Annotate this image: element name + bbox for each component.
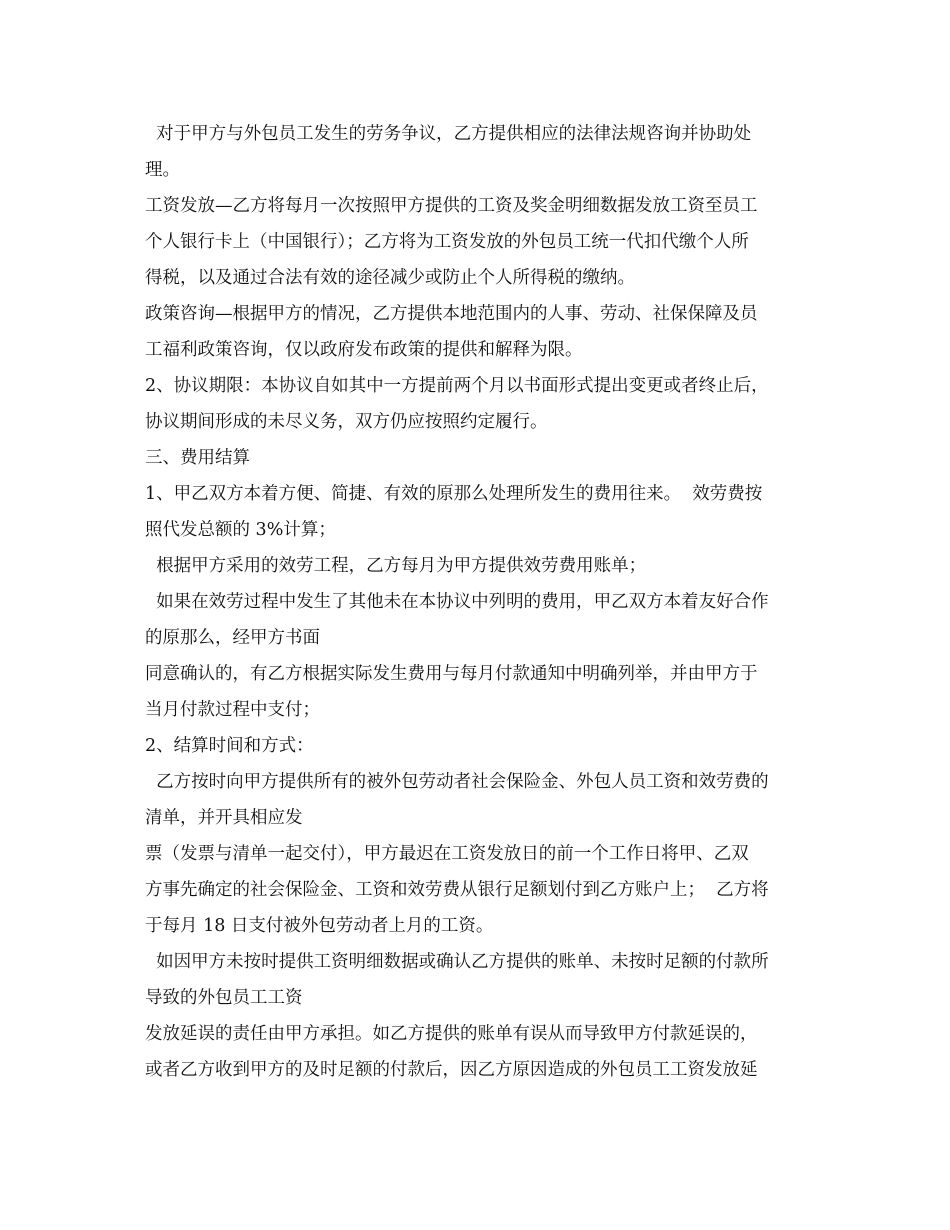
text-line: 发放延误的责任由甲方承担。如乙方提供的账单有误从而导致甲方付款延误的， [145,1024,758,1044]
text-line: 导致的外包员工工资 [145,988,303,1008]
text-line: 理。 [145,160,180,180]
text-line: 于每月 18 日支付被外包劳动者上月的工资。 [145,916,494,936]
text-line: 工资发放—乙方将每月一次按照甲方提供的工资及奖金明细数据发放工资至员工 [145,196,758,216]
text-line: 如因甲方未按时提供工资明细数据或确认乙方提供的账单、未按时足额的付款所 [145,952,769,972]
text-line: 票（发票与清单一起交付），甲方最迟在工资发放日的前一个工作日将甲、乙双 [145,844,749,864]
text-line: 乙方按时向甲方提供所有的被外包劳动者社会保险金、外包人员工资和效劳费的 [145,772,769,792]
text-line: 2、结算时间和方式： [145,736,314,756]
text-line: 当月付款过程中支付； [145,700,320,720]
text-line: 照代发总额的 3%计算； [145,520,336,540]
text-line: 或者乙方收到甲方的及时足额的付款后，因乙方原因造成的外包员工工资发放延 [145,1060,758,1080]
text-line: 2、协议期限：本协议自如其中一方提前两个月以书面形式提出变更或者终止后， [145,376,769,396]
text-line: 对于甲方与外包员工发生的劳务争议，乙方提供相应的法律法规咨询并协助处 [145,124,752,144]
text-line: 如果在效劳过程中发生了其他未在本协议中列明的费用，甲乙双方本着友好合作 [145,592,769,612]
document-body [145,116,810,1088]
text-line: 得税，以及通过合法有效的途径减少或防止个人所得税的缴纳。 [145,268,635,288]
text-line: 同意确认的，有乙方根据实际发生费用与每月付款通知中明确列举，并由甲方于 [145,664,758,684]
text-line: 的原那么，经甲方书面 [145,628,320,648]
text-line: 政策咨询—根据甲方的情况，乙方提供本地范围内的人事、劳动、社保保障及员 [145,304,758,324]
text-line: 工福利政策咨询，仅以政府发布政策的提供和解释为限。 [145,340,583,360]
text-line: 清单，并开具相应发 [145,808,303,828]
text-line: 个人银行卡上（中国银行）；乙方将为工资发放的外包员工统一代扣代缴个人所 [145,232,749,252]
text-line: 协议期间形成的未尽义务，双方仍应按照约定履行。 [145,412,548,432]
section-heading: 三、费用结算 [145,448,250,468]
text-line: 根据甲方采用的效劳工程，乙方每月为甲方提供效劳费用账单； [145,556,647,576]
text-line: 方事先确定的社会保险金、工资和效劳费从银行足额划付到乙方账户上； 乙方将 [145,880,769,900]
text-line: 1、甲乙双方本着方便、简捷、有效的原那么处理所发生的费用往来。 效劳费按 [145,484,763,504]
